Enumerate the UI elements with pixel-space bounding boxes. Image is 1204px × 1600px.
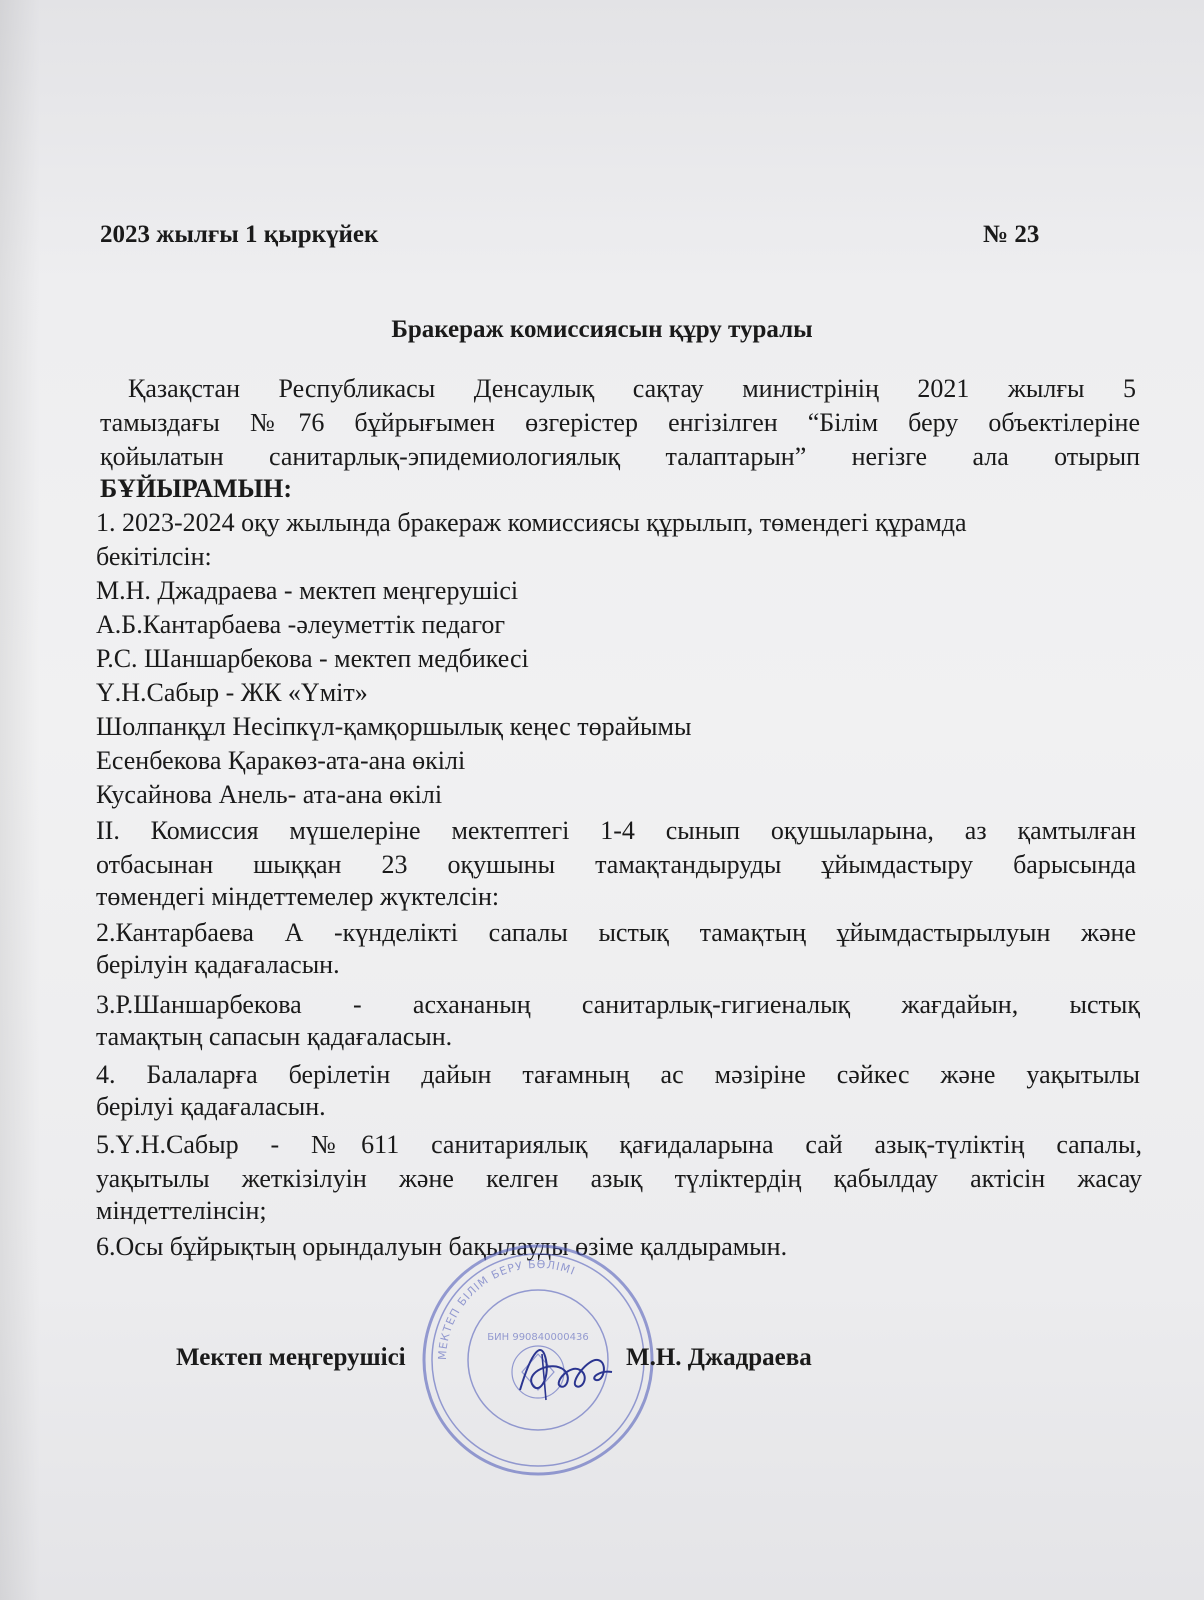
stamp-text-ring: МЕКТЕП БІЛІМ БЕРУ БӨЛІМІ xyxy=(435,1257,578,1361)
page-edge-shadow xyxy=(0,0,40,1600)
member-1: М.Н. Джадраева - мектеп меңгерушісі xyxy=(96,576,519,605)
item-2-line-2: отбасынан шыққан 23 оқушыны тамақтандыруды ұйымдастыру барысында xyxy=(96,850,1136,879)
item-3-line-1: 2.Кантарбаева А -күнделікті сапалы ыстық тамақтың ұйымдастырылуын және xyxy=(96,918,1136,947)
preamble-line-3: қойылатын санитарлық-эпидемиологиялық талаптарын” негізге ала отырып xyxy=(100,442,1140,471)
member-4: Ү.Н.Сабыр - ЖК «Үміт» xyxy=(96,678,368,707)
item-1-line-1: 1. 2023-2024 оқу жылында бракераж комиссиясы құрылып, төмендегі құрамда xyxy=(96,508,967,537)
item-5-line-1: 4. Балаларға берілетін дайын тағамның ас мәзіріне сәйкес және уақытылы xyxy=(96,1060,1140,1089)
item-7: 6.Осы бұйрықтың орындалуын бақылауды өзіме қалдырамын. xyxy=(96,1232,788,1261)
item-5-line-2: берілуі қадағаласын. xyxy=(96,1092,326,1121)
item-1-line-2: бекітілсін: xyxy=(96,542,212,571)
signatory-position: Мектеп меңгерушісі xyxy=(176,1344,406,1371)
item-6-line-2: уақытылы жеткізілуін және келген азық түліктердің қабылдау актісін жасау xyxy=(96,1164,1142,1193)
order-title: Бракераж комиссиясын құру туралы xyxy=(391,316,813,343)
preamble-line-1: Қазақстан Республикасы Денсаулық сақтау министрінің 2021 жылғы 5 xyxy=(128,374,1136,403)
member-6: Есенбекова Қаракөз-ата-ана өкілі xyxy=(96,746,466,775)
item-6-line-3: міндеттелінсін; xyxy=(96,1196,267,1225)
item-3-line-2: берілуін қадағаласын. xyxy=(96,950,340,979)
item-4-line-1: 3.Р.Шаншарбекова - асхананың санитарлық-гигиеналық жағдайын, ыстық xyxy=(96,990,1140,1019)
member-5: Шолпанқұл Несіпкүл-қамқоршылық кеңес төрайымы xyxy=(96,712,692,741)
member-7: Кусайнова Анель- ата-ана өкілі xyxy=(96,780,443,809)
order-word: БҰЙЫРАМЫН: xyxy=(100,474,293,503)
signatory-name: М.Н. Джадраева xyxy=(626,1344,812,1371)
order-number: № 23 xyxy=(983,221,1040,248)
order-date: 2023 жылғы 1 қыркүйек xyxy=(100,221,379,248)
item-6-line-1: 5.Ү.Н.Сабыр - №611 санитариялық қағидаларына сай азық-түліктің сапалы, xyxy=(96,1130,1142,1159)
member-2: А.Б.Кантарбаева -әлеуметтік педагог xyxy=(96,610,506,639)
preamble-line-2: тамыздағы №76 бұйрығымен өзгерістер енгізілген “Білім беру объектілеріне xyxy=(100,408,1140,437)
item-2-line-3: төмендегі міндеттемелер жүктелсін: xyxy=(96,882,500,911)
member-3: Р.С. Шаншарбекова - мектеп медбикесі xyxy=(96,644,529,673)
item-2-line-1: II. Комиссия мүшелеріне мектептегі 1-4 сынып оқушыларына, аз қамтылған xyxy=(96,816,1136,845)
item-4-line-2: тамақтың сапасын қадағаласын. xyxy=(96,1022,453,1051)
stamp-bin: БИН 990840000436 xyxy=(487,1332,589,1343)
handwritten-signature xyxy=(512,1330,622,1410)
